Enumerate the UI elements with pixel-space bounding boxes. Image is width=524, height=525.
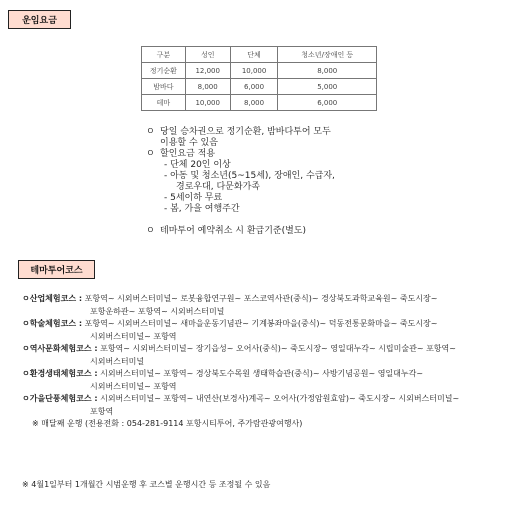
trial-operation-note: ※ 4월1일부터 1개월간 시범운행 후 코스별 운행시간 등 조정될 수 있음 xyxy=(22,480,271,489)
theme-tour-section-label: 테마투어코스 xyxy=(18,260,95,279)
note-item xyxy=(146,149,335,160)
fare-cell-group: 6,000 xyxy=(230,79,278,95)
course-route-continued: 포항역 xyxy=(90,406,114,416)
list-item xyxy=(22,343,517,368)
fare-header-category: 구분 xyxy=(142,47,186,63)
fare-table-header-row xyxy=(142,47,377,63)
list-item xyxy=(22,393,517,418)
course-title: ㅇ환경생태체험코스 : xyxy=(22,369,98,378)
course-list xyxy=(22,293,517,431)
course-title: ㅇ학술체험코스 : xyxy=(22,319,83,328)
course-route: 포항역~ 시외버스터미널~ 새마을운동기념관~ 기계봉좌마을(중식)~ 덕동전통문화마을~ 죽도시장~ xyxy=(84,319,438,328)
note-item xyxy=(146,226,335,237)
note-subitem: - 아동 및 청소년(5~15세), 장애인, 수급자, xyxy=(164,171,335,181)
fare-cell-adult: 12,000 xyxy=(185,63,230,79)
course-title: ㅇ가을단풍체험코스 : xyxy=(22,394,98,403)
fare-header-group: 단체 xyxy=(230,47,278,63)
list-item xyxy=(22,368,517,393)
course-route-continued: 포항운하관~ 포항역~ 시외버스터미널 xyxy=(90,306,225,316)
course-route: 시외버스터미널~ 포항역~ 경상북도수목원 생태학습관(중식)~ 사방기념공원~ 영일대누각~ xyxy=(100,369,424,378)
note-text: 테마투어 예약취소 시 환급기준(별도) xyxy=(160,226,307,236)
note-subitem: - 단체 20인 이상 xyxy=(164,160,231,170)
fare-cell-adult: 8,000 xyxy=(185,79,230,95)
note-item xyxy=(146,127,335,138)
fare-cell-group: 8,000 xyxy=(230,95,278,111)
course-route-continued: 시외버스터미널~ 포항역 xyxy=(90,381,177,391)
fare-cell-youth: 8,000 xyxy=(278,63,377,79)
note-text: 할인요금 적용 xyxy=(160,149,216,159)
note-subitem: - 5세이하 무료 xyxy=(164,193,223,203)
table-row xyxy=(142,95,377,111)
table-row xyxy=(142,63,377,79)
fare-header-youth: 청소년/장애인 등 xyxy=(278,47,377,63)
list-item xyxy=(22,293,517,318)
course-route: 포항역~ 시외버스터미널~ 로봇융합연구원~ 포스코역사관(중식)~ 경상북도과학교육원~ 죽도시장~ xyxy=(84,294,438,303)
bullet-icon: ㅇ xyxy=(146,226,155,236)
bullet-icon: ㅇ xyxy=(146,127,155,137)
list-item xyxy=(22,318,517,343)
course-route-continued: 시외버스터미널 xyxy=(90,356,145,366)
fare-cell-adult: 10,000 xyxy=(185,95,230,111)
course-route: 시외버스터미널~ 포항역~ 내연산(보경사)계곡~ 오어사(가정암원효암)~ 죽도시장~ 시외버스터미널~ xyxy=(100,394,460,403)
fare-cell-category: 정기순환 xyxy=(142,63,186,79)
note-text-continued: 이용할 수 있음 xyxy=(160,138,218,148)
fare-header-adult: 성인 xyxy=(185,47,230,63)
fare-table xyxy=(141,46,377,111)
note-text: 당일 승차권으로 정기순환, 밤바다투어 모두 xyxy=(160,127,331,137)
note-subitem-continued: 경로우대, 다문화가족 xyxy=(176,182,260,192)
operation-note: ※ 매달째 운행 (전용전화 : 054-281-9114 포항시티투어, 주가람관광여행사) xyxy=(32,419,303,428)
course-route: 포항역~ 시외버스터미널~ 장기읍성~ 오어사(중식)~ 죽도시장~ 영일대누각~ 시립미술관~ 포항역~ xyxy=(100,344,456,353)
table-row xyxy=(142,79,377,95)
fare-cell-group: 10,000 xyxy=(230,63,278,79)
fare-cell-youth: 6,000 xyxy=(278,95,377,111)
course-title: ㅇ역사문화체험코스 : xyxy=(22,344,98,353)
fare-section-label: 운임요금 xyxy=(8,10,71,29)
bullet-icon: ㅇ xyxy=(146,149,155,159)
fare-cell-category: 테마 xyxy=(142,95,186,111)
fare-cell-youth: 5,000 xyxy=(278,79,377,95)
note-subitem: - 봄, 가을 여행주간 xyxy=(164,204,240,214)
course-route-continued: 시외버스터미널~ 포항역 xyxy=(90,331,177,341)
course-title: ㅇ산업체험코스 : xyxy=(22,294,83,303)
fare-cell-category: 밤바다 xyxy=(142,79,186,95)
fare-notes xyxy=(146,127,335,237)
